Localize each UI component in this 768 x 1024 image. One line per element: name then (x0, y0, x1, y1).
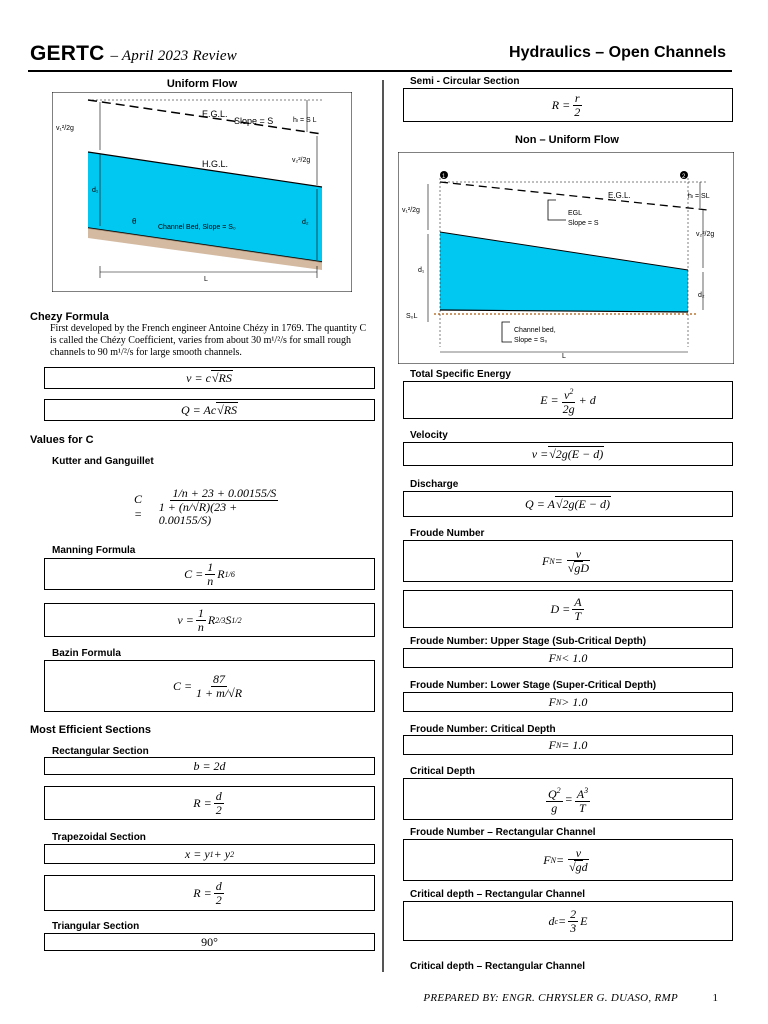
trap-x-formula: x = y 1 + y 2 (44, 844, 375, 864)
froude-lower-title: Froude Number: Lower Stage (Super-Critical Depth) (410, 680, 657, 691)
efficient-sections-title: Most Efficient Sections (30, 724, 152, 736)
kutter-title: Kutter and Ganguillet (52, 456, 154, 467)
chezy-title: Chezy Formula (30, 311, 109, 323)
manning-v-formula: v = $\frac{1}{n}$ R 2/3 S 1/2 (44, 603, 375, 637)
rectangular-title: Rectangular Section (52, 746, 149, 757)
trap-r-formula: R = $\frac{d}{2}$ (44, 875, 375, 911)
total-energy-title: Total Specific Energy (410, 369, 511, 380)
brand-title (30, 42, 237, 66)
nu-length-label: L (562, 353, 566, 360)
nu-bed-label-1: Channel bed, (514, 327, 556, 334)
critical-depth-formula: $\frac{Q^2}{g}$ = $\frac{A^3}{T}$ (403, 778, 733, 820)
froude-critical-formula: F N = 1.0 (403, 735, 733, 755)
page-number: 1 (712, 992, 718, 1004)
header-rule (28, 70, 732, 72)
nonuniform-title: Non – Uniform Flow (515, 134, 619, 146)
nu-v2-label: v₂²/2g (696, 231, 715, 238)
critical-rect-title-2: Critical depth – Rectangular Channel (410, 961, 586, 972)
nu-headloss-label: hₗ = SL (688, 193, 710, 200)
nu-d1-label: d₁ (418, 267, 425, 274)
column-divider (382, 80, 384, 972)
hydraulic-depth-formula: D = $\frac{A}{T}$ (403, 590, 733, 628)
point-2-label: 2 (682, 174, 686, 180)
nu-v1-label: v₁²/2g (402, 207, 420, 214)
point-1-label: 1 (442, 174, 446, 180)
v2-head-label: v₂²/2g (292, 157, 311, 164)
channel-bed-label: Channel Bed, Slope = S₀ (158, 224, 236, 231)
bazin-title: Bazin Formula (52, 648, 121, 659)
chezy-description: First developed by the French engineer Antoine Chézy in 1769. The quantity C is called the Chézy Coefficient, varies from about 30 m¹/²/s for small rough channels to 90 m¹/²/s for large smooth channels. (50, 323, 367, 358)
chezy-velocity-formula: v = c √RS (44, 367, 375, 389)
rect-b-formula: b = 2d (44, 757, 375, 775)
rect-r-formula: R = $\frac{d}{2}$ (44, 786, 375, 820)
theta-label: θ (132, 217, 137, 226)
nu-egl-label: E.G.L. (608, 191, 631, 200)
egl-label: E.G.L. (202, 109, 228, 119)
triangular-title: Triangular Section (52, 921, 140, 932)
slope-label: Slope = S (234, 116, 274, 126)
chezy-discharge-formula: Q = Ac √RS (44, 399, 375, 421)
critical-rect-formula: d c = $\frac{2}{3}$ E (403, 901, 733, 941)
semicircle-r-formula: R = $\frac{r}{2}$ (403, 88, 733, 122)
page-title: Hydraulics – Open Channels (509, 44, 726, 61)
velocity-title: Velocity (410, 430, 448, 441)
total-energy-formula: E = $\frac{v^2}{2g}$ + d (403, 381, 733, 419)
froude-rect-formula: F N = $\frac{v}{√gd}$ (403, 839, 733, 881)
discharge-formula: Q = A √2g(E − d) (403, 491, 733, 517)
kutter-formula: C = $\frac{1/n + 23 + 0.00155/S}{1 + (n/√R)(23 + 0.00155/S)}$ (134, 486, 277, 527)
discharge-title: Discharge (410, 479, 459, 490)
froude-critical-title: Froude Number: Critical Depth (410, 724, 556, 735)
froude-rect-title: Froude Number – Rectangular Channel (410, 827, 596, 838)
trapezoidal-title: Trapezoidal Section (52, 832, 146, 843)
semicircle-title: Semi - Circular Section (410, 76, 520, 87)
froude-upper-formula: F N < 1.0 (403, 648, 733, 668)
critical-rect-title: Critical depth – Rectangular Channel (410, 889, 586, 900)
d1-label: d₁ (92, 187, 99, 194)
d2-label: d₂ (302, 219, 309, 226)
values-c-title: Values for C (30, 434, 94, 446)
nu-d2-label: d₂ (698, 292, 705, 299)
velocity-formula: v = √2g(E − d) (403, 442, 733, 466)
critical-depth-title: Critical Depth (410, 766, 476, 777)
triangular-angle: 90° (44, 933, 375, 951)
review-subtitle: – April 2023 Review (110, 48, 237, 64)
froude-lower-formula: F N > 1.0 (403, 692, 733, 712)
uniform-flow-title: Uniform Flow (166, 78, 238, 90)
s0l-label: S₀L (406, 313, 418, 320)
egl-note-2: Slope = S (568, 220, 599, 227)
headloss-label: hₗ = S L (293, 117, 317, 124)
nu-bed-label-2: Slope = S₀ (514, 337, 548, 344)
prepared-by: PREPARED BY: ENGR. CHRYSLER G. DUASO, RMP (423, 992, 678, 1004)
length-label: L (204, 276, 208, 283)
manning-title: Manning Formula (52, 545, 136, 556)
uniform-flow-diagram (52, 92, 352, 292)
nonuniform-flow-diagram (398, 152, 734, 364)
brand-name: GERTC (30, 42, 105, 65)
froude-formula: F N = $\frac{v}{√gD}$ (403, 540, 733, 582)
v1-head-label: v₁²/2g (56, 125, 74, 132)
hgl-label: H.G.L. (202, 159, 229, 169)
froude-title: Froude Number (410, 528, 485, 539)
egl-note-1: EGL (568, 210, 583, 217)
bazin-formula: C = $\frac{87}{1 + m/√R}$ (44, 660, 375, 712)
froude-upper-title: Froude Number: Upper Stage (Sub-Critical Depth) (410, 636, 647, 647)
manning-c-formula: C = $\frac{1}{n}$ R 1/6 (44, 558, 375, 590)
